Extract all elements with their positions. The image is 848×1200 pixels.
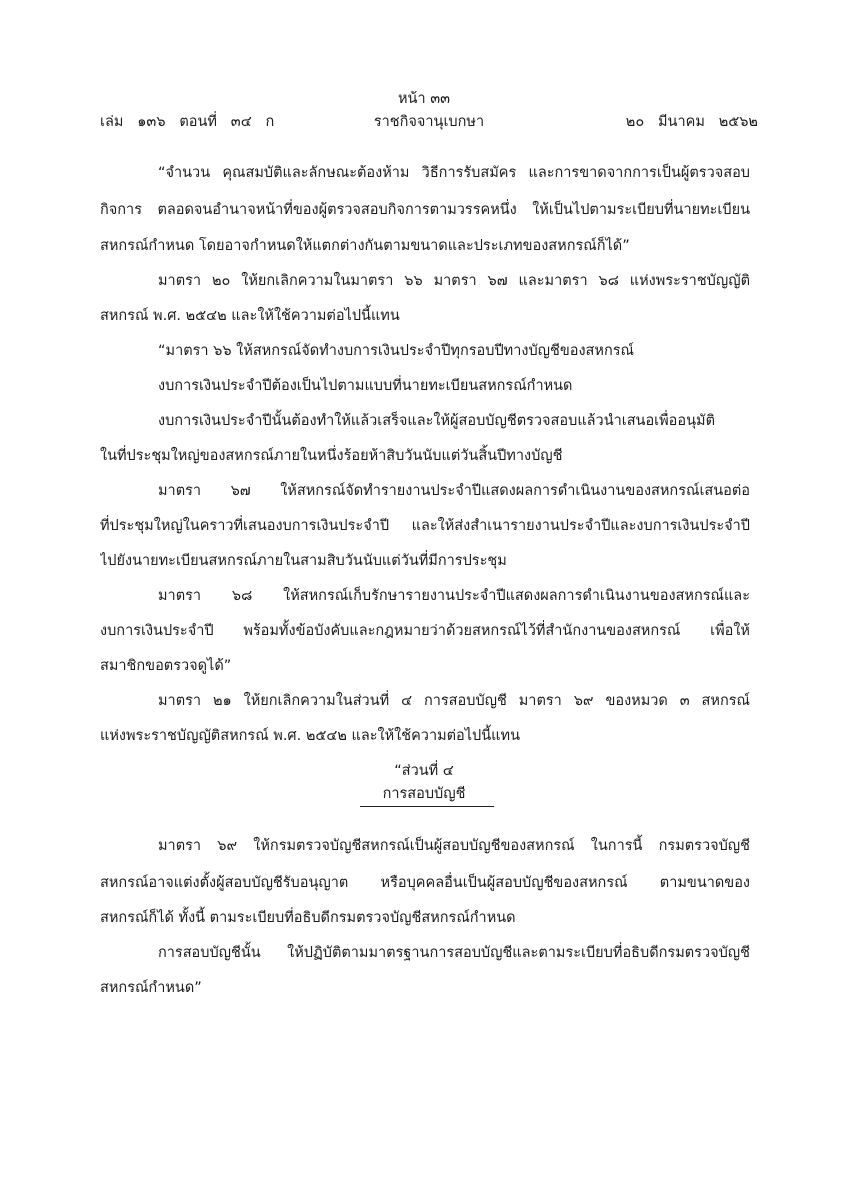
paragraph-line: การสอบบัญชีนั้น ให้ปฏิบัติตามมาตรฐานการสอบบัญชีและตามระเบียบที่อธิบดีกรมตรวจบัญชี — [158, 945, 750, 961]
part-number: “ส่วนที่ ๔ — [394, 763, 454, 779]
section-21-line: มาตรา ๒๑ ให้ยกเลิกความในส่วนที่ ๔ การสอบบัญชี มาตรา ๖๙ ของหมวด ๓ สหกรณ์ — [158, 693, 750, 709]
paragraph-line: สหกรณ์ พ.ศ. ๒๕๔๒ และให้ใช้ความต่อไปนี้แทน — [100, 308, 400, 324]
section-69-line: มาตรา ๖๙ ให้กรมตรวจบัญชีสหกรณ์เป็นผู้สอบบัญชีของสหกรณ์ ในการนี้ กรมตรวจบัญชี — [158, 838, 750, 854]
paragraph-line: “จำนวน คุณสมบัติและลักษณะต้องห้าม วิธีการรับสมัคร และการขาดจากการเป็นผู้ตรวจสอบ — [158, 165, 750, 181]
paragraph-line: งบการเงินประจำปีนั้นต้องทำให้แล้วเสร็จและให้ผู้สอบบัญชีตรวจสอบแล้วนำเสนอเพื่ออนุมัติ — [158, 413, 715, 429]
paragraph-line: สหกรณ์อาจแต่งตั้งผู้สอบบัญชีรับอนุญาต หรือบุคคลอื่นเป็นผู้สอบบัญชีของสหกรณ์ ตามขนาดของ — [100, 875, 750, 891]
section-66-line: “มาตรา ๖๖ ให้สหกรณ์จัดทำงบการเงินประจำปีทุกรอบปีทางบัญชีของสหกรณ์ — [158, 343, 634, 359]
paragraph-line: ที่ประชุมใหญ่ในคราวที่เสนองบการเงินประจำปี และให้ส่งสำเนารายงานประจำปีและงบการเงินประจำปี — [100, 518, 750, 534]
title-underline — [360, 806, 494, 807]
paragraph-line: งบการเงินประจำปี พร้อมทั้งข้อบังคับและกฎหมายว่าด้วยสหกรณ์ไว้ที่สำนักงานของสหกรณ์ เพื่อให้ — [100, 623, 750, 639]
publication-name: ราชกิจจานุเบกษา — [373, 114, 485, 130]
section-68-line: มาตรา ๖๘ ให้สหกรณ์เก็บรักษารายงานประจำปีแสดงผลการดำเนินงานของสหกรณ์และ — [158, 588, 750, 604]
paragraph-line: สหกรณ์กำหนด” — [100, 980, 202, 996]
paragraph-line: สมาชิกขอตรวจดูได้” — [100, 658, 232, 674]
volume-issue: เล่ม ๑๓๖ ตอนที่ ๓๔ ก — [100, 114, 275, 130]
gazette-header — [100, 110, 758, 134]
paragraph-line: กิจการ ตลอดจนอำนาจหน้าที่ของผู้ตรวจสอบกิจการตามวรรคหนึ่ง ให้เป็นไปตามระเบียบที่นายทะเบียน — [100, 202, 750, 218]
paragraph-line: แห่งพระราชบัญญัติสหกรณ์ พ.ศ. ๒๕๔๒ และให้ใช้ความต่อไปนี้แทน — [100, 728, 520, 744]
part-title: การสอบบัญชี — [382, 786, 466, 802]
paragraph-line: สหกรณ์ก็ได้ ทั้งนี้ ตามระเบียบที่อธิบดีกรมตรวจบัญชีสหกรณ์กำหนด — [100, 910, 516, 926]
page-number: หน้า ๓๓ — [397, 91, 451, 107]
section-67-line: มาตรา ๖๗ ให้สหกรณ์จัดทำรายงานประจำปีแสดงผลการดำเนินงานของสหกรณ์เสนอต่อ — [158, 483, 750, 499]
publication-date: ๒๐ มีนาคม ๒๕๖๒ — [625, 114, 758, 130]
paragraph-line: ไปยังนายทะเบียนสหกรณ์ภายในสามสิบวันนับแต่วันที่มีการประชุม — [100, 553, 507, 569]
paragraph-line: สหกรณ์กำหนด โดยอาจกำหนดให้แตกต่างกันตามขนาดและประเภทของสหกรณ์ก็ได้” — [100, 238, 630, 254]
section-20-line: มาตรา ๒๐ ให้ยกเลิกความในมาตรา ๖๖ มาตรา ๖๗ และมาตรา ๖๘ แห่งพระราชบัญญัติ — [158, 273, 750, 289]
paragraph-line: งบการเงินประจำปีต้องเป็นไปตามแบบที่นายทะเบียนสหกรณ์กำหนด — [158, 378, 573, 394]
paragraph-line: ในที่ประชุมใหญ่ของสหกรณ์ภายในหนึ่งร้อยห้าสิบวันนับแต่วันสิ้นปีทางบัญชี — [100, 448, 563, 464]
